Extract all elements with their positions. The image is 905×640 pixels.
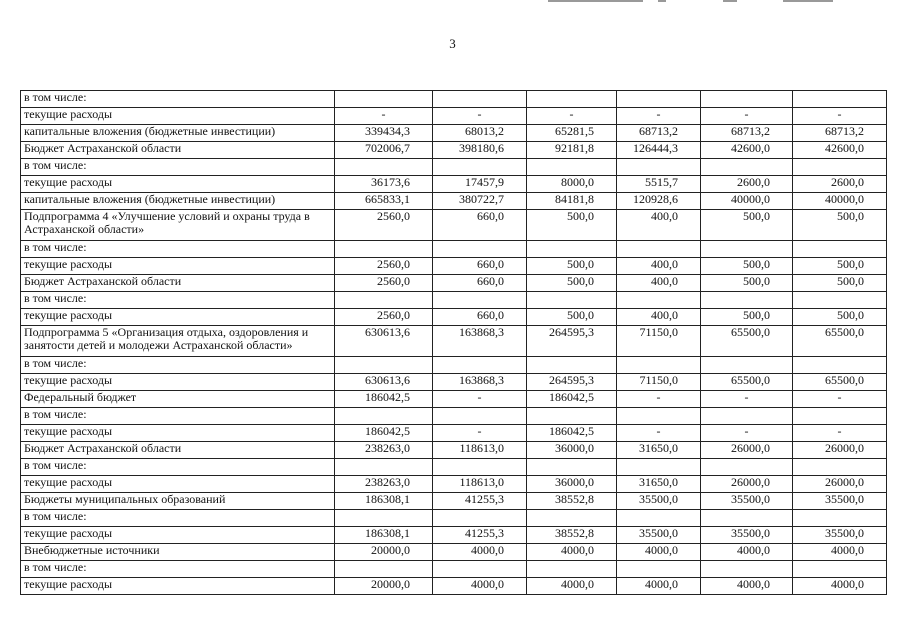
row-value-6: 500,0 xyxy=(793,309,887,326)
row-value-5: 42600,0 xyxy=(701,142,793,159)
row-value-3 xyxy=(527,561,617,578)
row-label: в том числе: xyxy=(21,459,335,476)
row-value-5: 4000,0 xyxy=(701,544,793,561)
row-value-6 xyxy=(793,241,887,258)
row-value-6: 2600,0 xyxy=(793,176,887,193)
row-value-2: 163868,3 xyxy=(433,326,527,357)
row-value-6: 40000,0 xyxy=(793,193,887,210)
row-value-4: 31650,0 xyxy=(617,442,701,459)
row-value-2: 4000,0 xyxy=(433,578,527,595)
row-value-1: 702006,7 xyxy=(335,142,433,159)
row-label: текущие расходы xyxy=(21,476,335,493)
table-row xyxy=(21,91,887,108)
table-row xyxy=(21,391,887,408)
row-value-4: 4000,0 xyxy=(617,544,701,561)
row-value-2: 660,0 xyxy=(433,275,527,292)
row-value-4: 35500,0 xyxy=(617,493,701,510)
row-value-3: 264595,3 xyxy=(527,326,617,357)
row-value-1: 186308,1 xyxy=(335,493,433,510)
row-value-1 xyxy=(335,459,433,476)
row-value-3: 500,0 xyxy=(527,309,617,326)
row-value-3: 92181,8 xyxy=(527,142,617,159)
row-value-3: 65281,5 xyxy=(527,125,617,142)
row-value-4: 35500,0 xyxy=(617,527,701,544)
row-value-5: 500,0 xyxy=(701,309,793,326)
row-value-2 xyxy=(433,561,527,578)
row-value-5 xyxy=(701,459,793,476)
row-value-3 xyxy=(527,159,617,176)
row-label: текущие расходы xyxy=(21,374,335,391)
row-label: Подпрограмма 4 «Улучшение условий и охраны труда в Астраханской области» xyxy=(21,210,335,241)
row-value-4: 400,0 xyxy=(617,275,701,292)
row-value-3 xyxy=(527,459,617,476)
table-row xyxy=(21,561,887,578)
table-row xyxy=(21,176,887,193)
row-value-2: 660,0 xyxy=(433,210,527,241)
row-label: капитальные вложения (бюджетные инвестиции) xyxy=(21,125,335,142)
row-value-5: 65500,0 xyxy=(701,374,793,391)
table-row xyxy=(21,258,887,275)
row-value-4: - xyxy=(617,108,701,125)
row-label: Подпрограмма 5 «Организация отдыха, оздоровления и занятости детей и молодежи Астраханской области» xyxy=(21,326,335,357)
row-value-2: 41255,3 xyxy=(433,527,527,544)
row-value-3: 36000,0 xyxy=(527,476,617,493)
row-value-2 xyxy=(433,292,527,309)
row-label: в том числе: xyxy=(21,510,335,527)
row-value-5: 2600,0 xyxy=(701,176,793,193)
row-value-1 xyxy=(335,292,433,309)
row-label: Бюджеты муниципальных образований xyxy=(21,493,335,510)
row-value-4 xyxy=(617,292,701,309)
row-value-5: 65500,0 xyxy=(701,326,793,357)
row-value-5 xyxy=(701,159,793,176)
row-value-2 xyxy=(433,159,527,176)
row-value-4: 5515,7 xyxy=(617,176,701,193)
row-value-1 xyxy=(335,241,433,258)
table-row xyxy=(21,142,887,159)
table-row xyxy=(21,374,887,391)
row-value-5: 26000,0 xyxy=(701,442,793,459)
table-row xyxy=(21,476,887,493)
row-label: в том числе: xyxy=(21,241,335,258)
row-value-4: 71150,0 xyxy=(617,374,701,391)
row-value-5: 40000,0 xyxy=(701,193,793,210)
row-value-2: 660,0 xyxy=(433,258,527,275)
row-value-6: 500,0 xyxy=(793,275,887,292)
row-value-1 xyxy=(335,408,433,425)
table-row xyxy=(21,544,887,561)
row-value-6 xyxy=(793,292,887,309)
row-label: в том числе: xyxy=(21,561,335,578)
row-value-6 xyxy=(793,159,887,176)
table-row xyxy=(21,493,887,510)
row-value-4: - xyxy=(617,391,701,408)
row-label: в том числе: xyxy=(21,357,335,374)
row-value-3 xyxy=(527,408,617,425)
row-value-6: - xyxy=(793,391,887,408)
row-value-6: 35500,0 xyxy=(793,493,887,510)
row-value-1: 186042,5 xyxy=(335,391,433,408)
row-value-5 xyxy=(701,561,793,578)
row-value-6 xyxy=(793,357,887,374)
row-value-2: 17457,9 xyxy=(433,176,527,193)
row-value-1: 2560,0 xyxy=(335,258,433,275)
row-value-3: 264595,3 xyxy=(527,374,617,391)
row-value-1 xyxy=(335,357,433,374)
row-value-1: 665833,1 xyxy=(335,193,433,210)
row-value-3: - xyxy=(527,108,617,125)
row-value-4: 31650,0 xyxy=(617,476,701,493)
row-value-1 xyxy=(335,561,433,578)
row-value-1: 186042,5 xyxy=(335,425,433,442)
row-value-4: 120928,6 xyxy=(617,193,701,210)
table-row xyxy=(21,326,887,357)
row-value-1: 630613,6 xyxy=(335,326,433,357)
row-value-6: - xyxy=(793,108,887,125)
row-label: Бюджет Астраханской области xyxy=(21,142,335,159)
row-value-6: 500,0 xyxy=(793,210,887,241)
row-value-4: 400,0 xyxy=(617,309,701,326)
row-value-5: 500,0 xyxy=(701,210,793,241)
table-row xyxy=(21,193,887,210)
row-value-1 xyxy=(335,159,433,176)
row-value-6: 65500,0 xyxy=(793,374,887,391)
budget-table xyxy=(20,90,887,595)
row-value-2: 4000,0 xyxy=(433,544,527,561)
row-value-3: 84181,8 xyxy=(527,193,617,210)
scan-top-marks xyxy=(548,0,868,4)
row-value-2: - xyxy=(433,391,527,408)
row-label: капитальные вложения (бюджетные инвестиции) xyxy=(21,193,335,210)
row-value-4: 68713,2 xyxy=(617,125,701,142)
row-value-2 xyxy=(433,91,527,108)
row-value-5: - xyxy=(701,425,793,442)
row-value-6 xyxy=(793,408,887,425)
row-value-1: 2560,0 xyxy=(335,309,433,326)
row-value-1 xyxy=(335,91,433,108)
row-value-6 xyxy=(793,561,887,578)
row-value-5: 4000,0 xyxy=(701,578,793,595)
row-value-4 xyxy=(617,357,701,374)
row-value-6: 4000,0 xyxy=(793,578,887,595)
row-value-3: 186042,5 xyxy=(527,391,617,408)
table-row xyxy=(21,408,887,425)
row-value-2 xyxy=(433,241,527,258)
row-label: Федеральный бюджет xyxy=(21,391,335,408)
row-value-1: 20000,0 xyxy=(335,578,433,595)
page-number: 3 xyxy=(449,36,456,51)
row-value-2 xyxy=(433,510,527,527)
row-value-2 xyxy=(433,357,527,374)
row-value-6: 26000,0 xyxy=(793,476,887,493)
row-value-4 xyxy=(617,561,701,578)
row-value-2: 163868,3 xyxy=(433,374,527,391)
row-value-5: - xyxy=(701,391,793,408)
row-value-4 xyxy=(617,408,701,425)
row-label: в том числе: xyxy=(21,91,335,108)
table-row xyxy=(21,357,887,374)
row-value-3 xyxy=(527,241,617,258)
row-value-1: 630613,6 xyxy=(335,374,433,391)
table-row xyxy=(21,510,887,527)
row-value-3: 500,0 xyxy=(527,275,617,292)
row-value-3: 8000,0 xyxy=(527,176,617,193)
row-value-1: 238263,0 xyxy=(335,442,433,459)
row-value-5: 500,0 xyxy=(701,258,793,275)
row-value-2: 660,0 xyxy=(433,309,527,326)
row-value-5: - xyxy=(701,108,793,125)
table-row xyxy=(21,425,887,442)
table-row xyxy=(21,275,887,292)
row-value-6 xyxy=(793,91,887,108)
row-value-2: - xyxy=(433,425,527,442)
row-value-1: 2560,0 xyxy=(335,210,433,241)
row-value-2: 380722,7 xyxy=(433,193,527,210)
table-row xyxy=(21,292,887,309)
table-row xyxy=(21,442,887,459)
row-value-1: 339434,3 xyxy=(335,125,433,142)
row-label: текущие расходы xyxy=(21,309,335,326)
row-label: текущие расходы xyxy=(21,527,335,544)
table-row xyxy=(21,309,887,326)
row-value-2: 118613,0 xyxy=(433,476,527,493)
row-value-3 xyxy=(527,510,617,527)
row-value-6: 42600,0 xyxy=(793,142,887,159)
row-value-2: 118613,0 xyxy=(433,442,527,459)
row-value-2: 398180,6 xyxy=(433,142,527,159)
row-value-3 xyxy=(527,91,617,108)
row-label: в том числе: xyxy=(21,408,335,425)
row-value-5: 500,0 xyxy=(701,275,793,292)
row-value-3: 4000,0 xyxy=(527,578,617,595)
row-value-4: 126444,3 xyxy=(617,142,701,159)
row-value-5: 35500,0 xyxy=(701,527,793,544)
row-value-6 xyxy=(793,459,887,476)
row-value-6 xyxy=(793,510,887,527)
row-label: Бюджет Астраханской области xyxy=(21,442,335,459)
row-value-5 xyxy=(701,357,793,374)
row-value-4 xyxy=(617,459,701,476)
row-value-1: - xyxy=(335,108,433,125)
row-value-3 xyxy=(527,357,617,374)
row-value-4: 71150,0 xyxy=(617,326,701,357)
row-value-2: 41255,3 xyxy=(433,493,527,510)
row-value-5: 26000,0 xyxy=(701,476,793,493)
row-label: Внебюджетные источники xyxy=(21,544,335,561)
row-value-1: 186308,1 xyxy=(335,527,433,544)
row-value-5: 35500,0 xyxy=(701,493,793,510)
row-value-5 xyxy=(701,292,793,309)
table-row xyxy=(21,241,887,258)
row-value-1: 20000,0 xyxy=(335,544,433,561)
row-value-2: - xyxy=(433,108,527,125)
row-value-6: - xyxy=(793,425,887,442)
row-value-4: 400,0 xyxy=(617,258,701,275)
table-row xyxy=(21,578,887,595)
row-value-6: 68713,2 xyxy=(793,125,887,142)
row-value-3: 186042,5 xyxy=(527,425,617,442)
row-label: в том числе: xyxy=(21,159,335,176)
budget-table-body xyxy=(21,91,887,595)
row-value-5 xyxy=(701,510,793,527)
row-value-4 xyxy=(617,510,701,527)
row-value-4: 4000,0 xyxy=(617,578,701,595)
row-value-3: 500,0 xyxy=(527,210,617,241)
row-label: Бюджет Астраханской области xyxy=(21,275,335,292)
row-value-2: 68013,2 xyxy=(433,125,527,142)
table-row xyxy=(21,210,887,241)
row-value-4 xyxy=(617,241,701,258)
row-label: текущие расходы xyxy=(21,108,335,125)
table-row xyxy=(21,159,887,176)
row-value-2 xyxy=(433,459,527,476)
row-value-4: 400,0 xyxy=(617,210,701,241)
row-value-6: 26000,0 xyxy=(793,442,887,459)
row-label: в том числе: xyxy=(21,292,335,309)
row-value-6: 500,0 xyxy=(793,258,887,275)
row-value-1: 238263,0 xyxy=(335,476,433,493)
row-value-6: 4000,0 xyxy=(793,544,887,561)
row-value-3: 500,0 xyxy=(527,258,617,275)
row-value-3 xyxy=(527,292,617,309)
row-value-6: 65500,0 xyxy=(793,326,887,357)
row-value-6: 35500,0 xyxy=(793,527,887,544)
row-value-5: 68713,2 xyxy=(701,125,793,142)
row-value-3: 38552,8 xyxy=(527,493,617,510)
table-row xyxy=(21,108,887,125)
row-label: текущие расходы xyxy=(21,578,335,595)
row-value-1: 2560,0 xyxy=(335,275,433,292)
row-value-4 xyxy=(617,91,701,108)
table-row xyxy=(21,527,887,544)
row-label: текущие расходы xyxy=(21,258,335,275)
row-value-5 xyxy=(701,241,793,258)
row-label: текущие расходы xyxy=(21,425,335,442)
row-value-1: 36173,6 xyxy=(335,176,433,193)
row-value-3: 38552,8 xyxy=(527,527,617,544)
table-row xyxy=(21,125,887,142)
row-value-5 xyxy=(701,408,793,425)
table-row xyxy=(21,459,887,476)
row-value-5 xyxy=(701,91,793,108)
row-label: текущие расходы xyxy=(21,176,335,193)
row-value-4 xyxy=(617,159,701,176)
row-value-1 xyxy=(335,510,433,527)
row-value-3: 36000,0 xyxy=(527,442,617,459)
row-value-2 xyxy=(433,408,527,425)
row-value-3: 4000,0 xyxy=(527,544,617,561)
row-value-4: - xyxy=(617,425,701,442)
